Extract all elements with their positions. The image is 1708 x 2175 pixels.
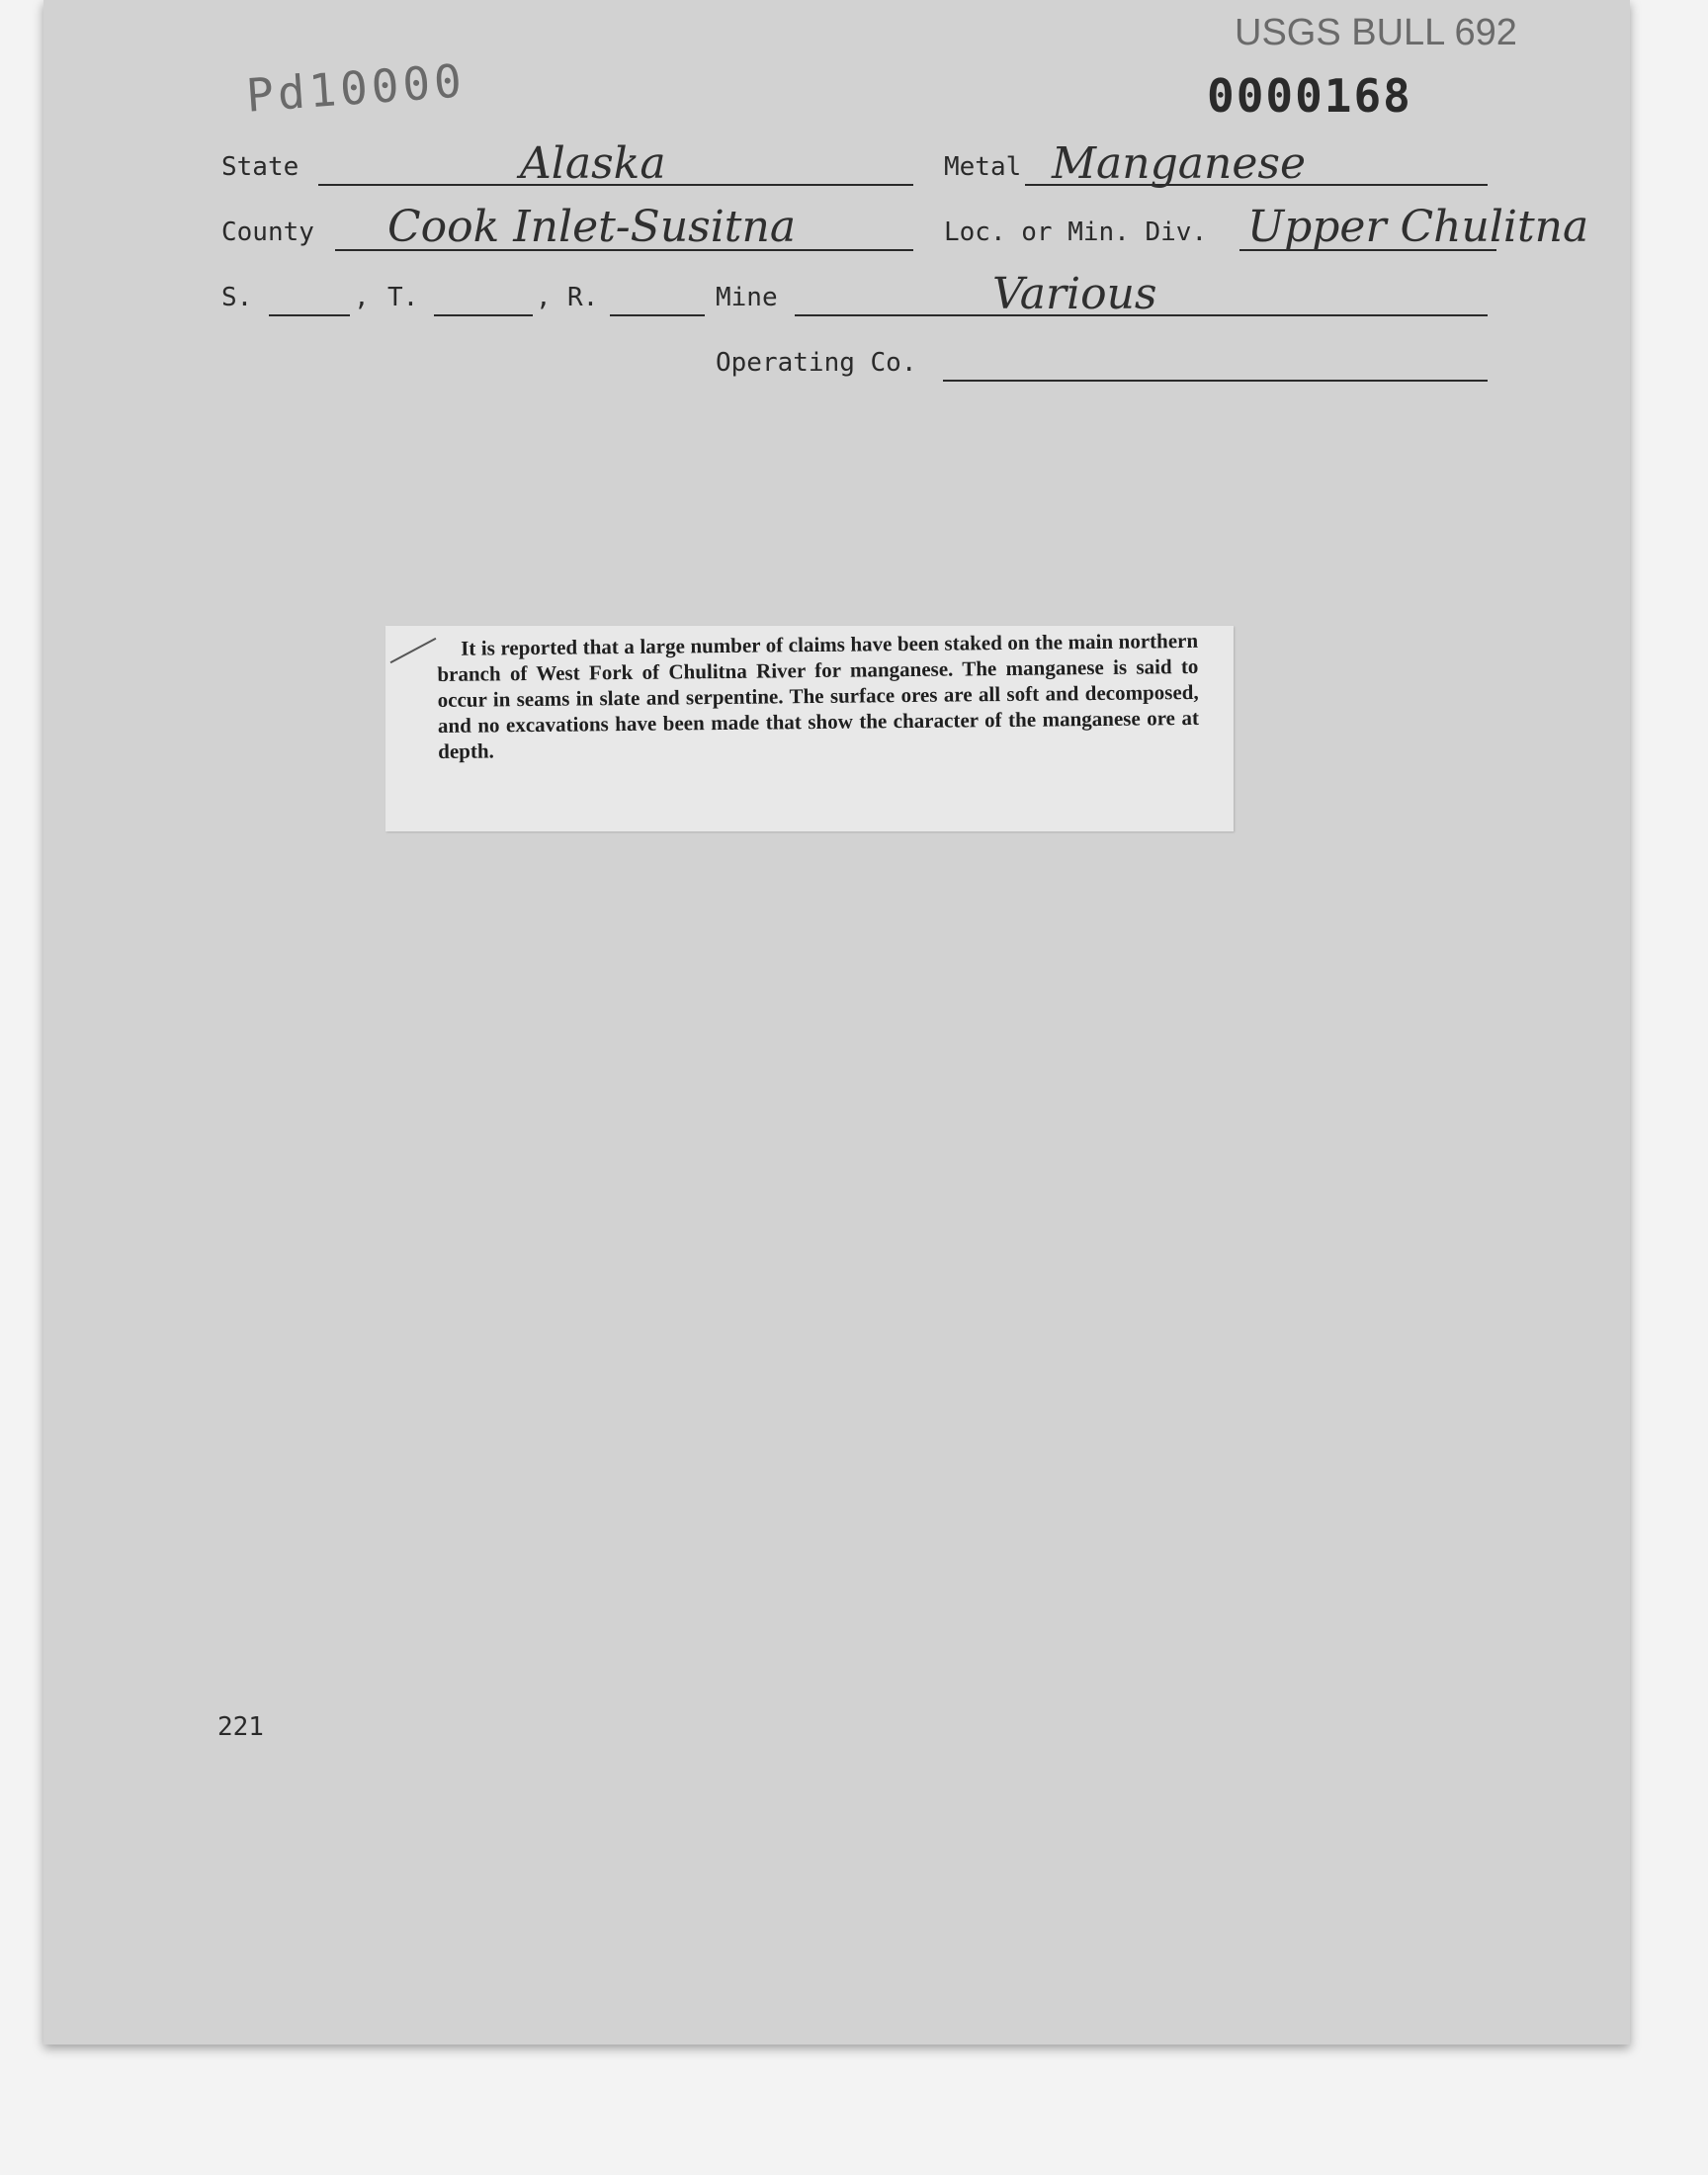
mine-label: Mine <box>716 283 778 312</box>
range-label: R. <box>567 283 599 312</box>
record-number-stamp: 0000168 <box>1207 69 1412 123</box>
state-value: Alaska <box>520 138 666 189</box>
township-line <box>434 314 533 316</box>
operating-co-line <box>943 380 1488 382</box>
section-comma: , <box>354 283 370 312</box>
pencil-mark <box>390 638 437 663</box>
clipping-text: It is reported that a large number of claims have been staked on the main northern branch of West Fork of Chulitna River for manganese. The manganese is said to occur in seams in slate and serpentine. The surface ores are all soft and decomposed, and no excavations have been made that show the character of the manganese ore at depth. <box>437 628 1200 763</box>
county-value: Cook Inlet-Susitna <box>387 202 797 252</box>
county-label: County <box>221 218 314 247</box>
pasted-clipping <box>385 626 1234 831</box>
township-label: T. <box>387 283 419 312</box>
operating-co-label: Operating Co. <box>716 348 917 378</box>
range-line <box>610 314 705 316</box>
state-label: State <box>221 152 299 182</box>
bulletin-reference: USGS BULL 692 <box>1235 12 1517 53</box>
document-code-stamp: Pd10000 <box>244 53 468 123</box>
loc-label: Loc. or Min. Div. <box>944 218 1208 247</box>
mine-value: Various <box>992 269 1157 319</box>
document-sheet <box>43 0 1630 2044</box>
section-label: S. <box>221 283 253 312</box>
metal-label: Metal <box>944 152 1022 182</box>
section-line <box>269 314 350 316</box>
loc-value: Upper Chulitna <box>1247 202 1589 252</box>
metal-value: Manganese <box>1052 138 1307 189</box>
page-number: 221 <box>217 1712 264 1742</box>
township-comma: , <box>536 283 552 312</box>
